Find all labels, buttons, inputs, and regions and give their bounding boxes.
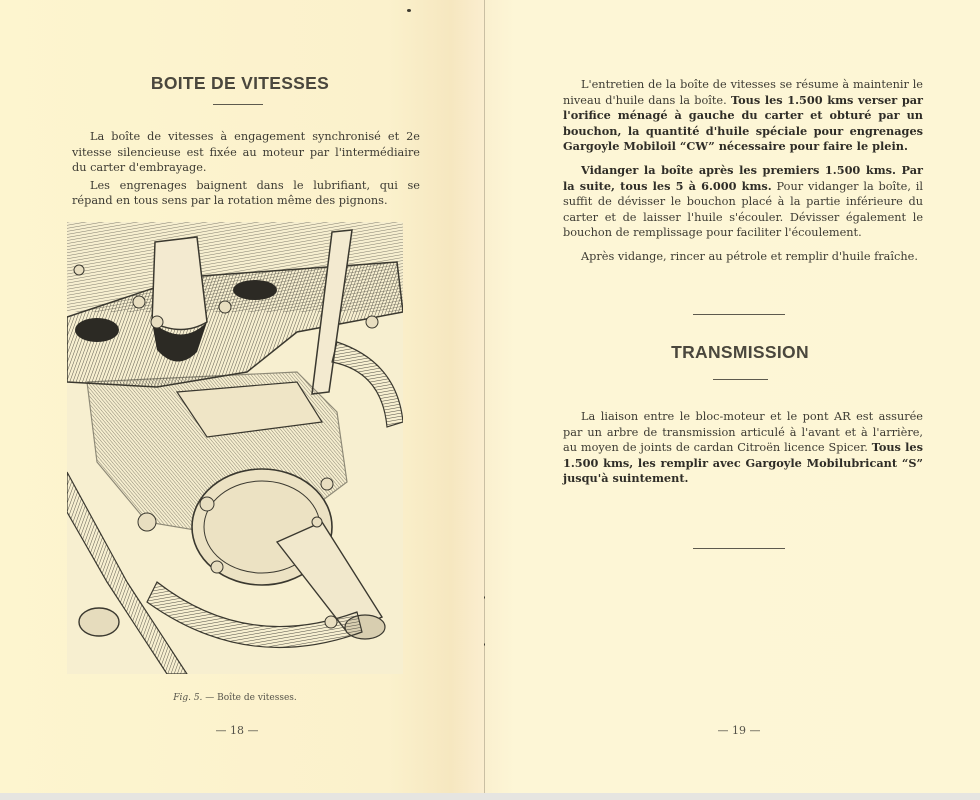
transmission-paragraph [563, 409, 923, 487]
paragraph [563, 249, 923, 265]
section-divider [693, 548, 785, 549]
text-run: Après vidange, rincer au pétrole et remplir d'huile fraîche. [581, 249, 918, 263]
paragraph [563, 77, 923, 155]
paragraph [563, 163, 923, 241]
figure-caption [150, 693, 320, 703]
section-heading-gearbox: BOITE DE VITESSES [150, 73, 330, 93]
figure-title: Boîte de vitesses. [217, 693, 297, 703]
scan-margin [0, 793, 980, 800]
section-divider [693, 314, 785, 315]
figure-label: Fig. 5. [173, 693, 203, 703]
ink-speck [407, 9, 411, 12]
section-heading-transmission: TRANSMISSION [671, 342, 809, 362]
text-run: L'entretien de la boîte de vitesses se résume à maintenir le niveau d'huile dans la boîte. [563, 78, 923, 107]
text-run: La liaison entre le bloc-moteur et le pont AR est assurée par un arbre de transmission articulé à l'avant et à l'arrière, au moyen de joints de cardan Citroën licence Spicer. [563, 410, 923, 455]
gearbox-engraving [67, 222, 403, 674]
paragraph [563, 409, 923, 487]
heading-rule [713, 379, 768, 380]
text-run: Pour vidanger la boîte, il suffit de dévisser le bouchon placé à la partie inférieure du carter et de laisser l'huile s'écouler. Dévisser également le bouchon de remplissage pour faciliter l'écoulement. [563, 179, 924, 240]
gearbox-maintenance [563, 77, 923, 265]
bold-text: Tous les 1.500 kms, les remplir avec Gargoyle Mobilubricant “S” jusqu'à suintement. [563, 440, 923, 486]
gearbox-illustration [67, 222, 403, 674]
bold-text: Tous les 1.500 kms verser par l'orifice ménagé à gauche du carter et obturé par un bouchon, la quantité d'huile spéciale pour engrenages Gargoyle Mobiloil “CW” nécessaire pour faire le plein. [563, 92, 923, 154]
page-number-left: — 18 — [215, 724, 259, 737]
paragraph: La boîte de vitesses à engagement synchronisé et 2e vitesse silencieuse est fixée au moteur par l'intermédiaire du carter d'embrayage. [72, 130, 420, 175]
bold-text: Vidanger la boîte après les premiers 1.500 kms. Par la suite, tous les 5 à 6.000 kms. [563, 162, 923, 193]
left-page [0, 0, 485, 793]
right-page [485, 0, 980, 793]
paragraph: Les engrenages baignent dans le lubrifiant, qui se répand en tous sens par la rotation même des pignons. [72, 178, 420, 208]
heading-rule [213, 104, 263, 105]
page-number-right: — 19 — [717, 724, 761, 737]
caption-dash: — [202, 693, 218, 703]
gearbox-intro [72, 129, 420, 209]
